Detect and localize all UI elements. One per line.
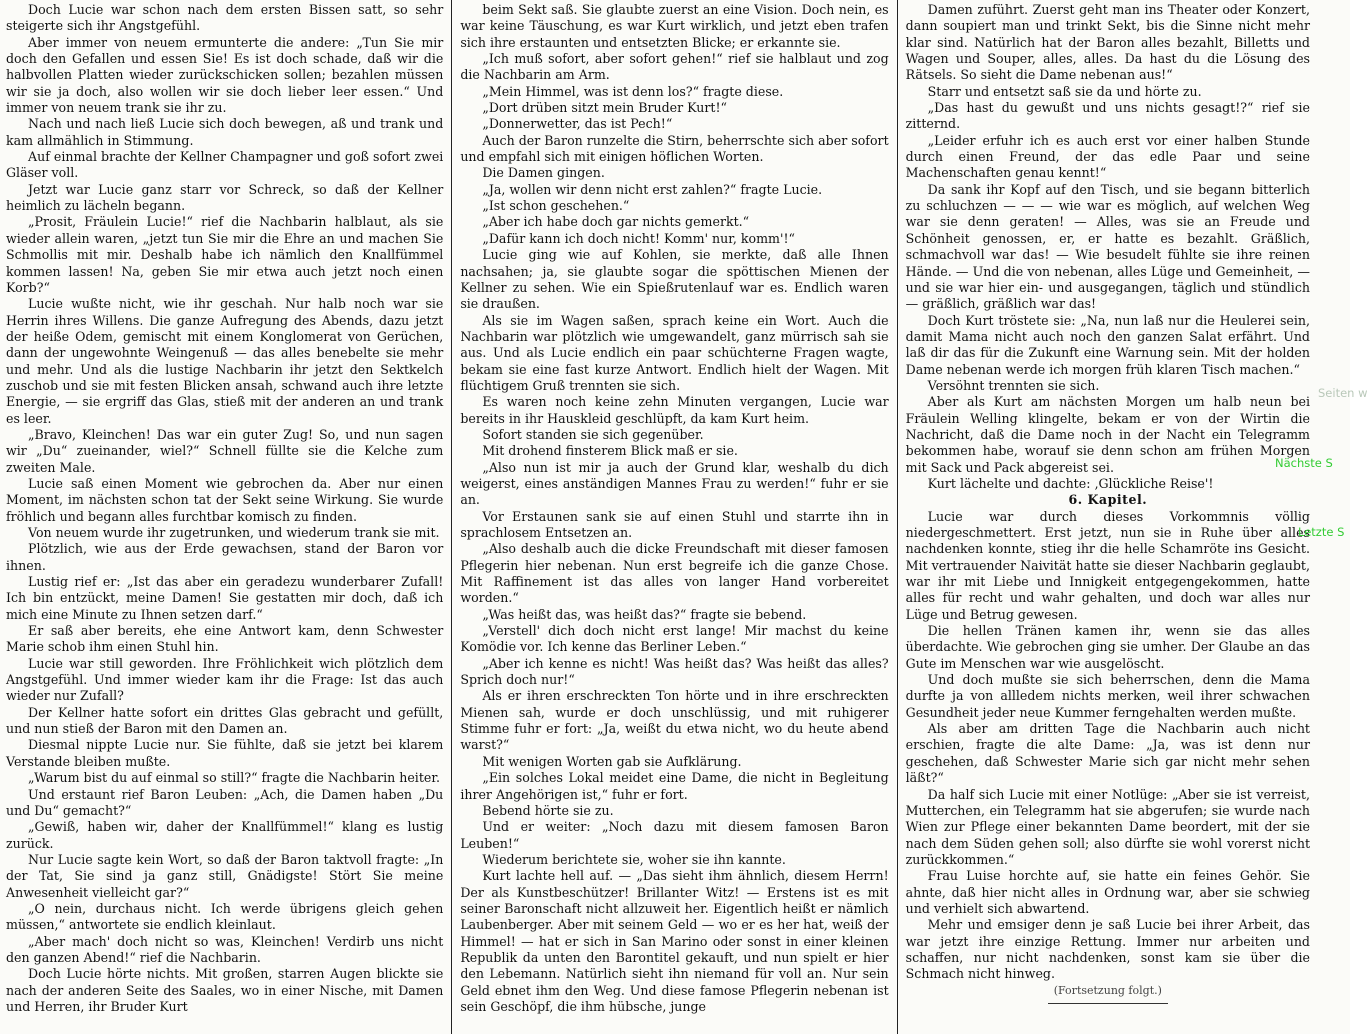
paragraph: „Was heißt das, was heißt das?“ fragte sie bebend. bbox=[482, 606, 807, 622]
paragraph: Wiederum berichtete sie, woher sie ihn kannte. bbox=[482, 851, 786, 867]
paragraph: Als sie im Wagen saßen, sprach keine ein Wort. Auch die Nachbarin war plötzlich wie umgewandelt, ganz mürrisch sah sie aus. Und als Lucie endlich ein paar schüchterne Fragen wagte, bekam sie eine fast kurze Antwort. Endlich hielt der Wagen. Mit flüchtigem Gruß trennten sie sich. bbox=[460, 312, 889, 393]
paragraph: Damen zuführt. Zuerst geht man ins Theater oder Konzert, dann soupiert man und trinkt Sekt, bis die Sinne nicht mehr klar sind. Natürlich hat der Baron alles bezahlt, Billetts und Wagen und Souper, alles, alles. Da hast du die Lösung des Rätsels. So sieht die Dame nebenan aus!“ bbox=[905, 2, 1310, 83]
paragraph: „Aber ich kenne es nicht! Was heißt das? Was heißt das alles? Sprich doch nur!“ bbox=[460, 655, 889, 688]
paragraph: Nur Lucie sagte kein Wort, so daß der Baron taktvoll fragte: „In der Tat, Sie sind ja ganz still, Gnädigste! Stört Sie meine Anwesenheit vielleicht gar?“ bbox=[6, 851, 444, 900]
paragraph: „Ja, wollen wir denn nicht erst zahlen?“ fragte Lucie. bbox=[482, 181, 823, 197]
continuation-note: (Fortsetzung folgt.) bbox=[1053, 983, 1162, 997]
paragraph: Die hellen Tränen kamen ihr, wenn sie das alles überdachte. Wie gebrochen ging sie umher. Der Glaube an das Gute im Menschen war wie ausgelöscht. bbox=[905, 623, 1310, 671]
paragraph: „Dafür kann ich doch nicht! Komm' nur, komm'!“ bbox=[482, 230, 795, 246]
paragraph: „Ist schon geschehen.“ bbox=[482, 198, 630, 214]
paragraph: Vor Erstaunen sank sie auf einen Stuhl und starrte ihn in sprachlosem Entsetzen an. bbox=[460, 508, 889, 540]
text-column-2 bbox=[452, 0, 896, 1034]
paragraph: Lucie ging wie auf Kohlen, sie merkte, daß alle Ihnen nachsahen; ja, sie glaubte sogar die spöttischen Mienen der Kellner zu sehen. Wie ein Spießrutenlauf war es. Endlich waren sie draußen. bbox=[460, 247, 889, 312]
paragraph: Starr und entsetzt saß sie da und hörte zu. bbox=[927, 83, 1202, 99]
paragraph: Nach und nach ließ Lucie sich doch bewegen, aß und trank und kam allmählich in Stimmung. bbox=[6, 116, 444, 148]
paragraph: „Prosit, Fräulein Lucie!“ rief die Nachbarin halblaut, als sie wieder allein waren, „jetzt tun Sie mir die Ehre an und machen Sie Schmollis mit mir. Deshalb habe ich nämlich den Knallfümmel kommen lassen! Na, geben Sie mir etwa auch jetzt noch einen Korb?“ bbox=[6, 214, 444, 295]
paragraph: Diesmal nippte Lucie nur. Sie fühlte, daß sie jetzt bei klarem Verstande bleiben mußte. bbox=[6, 737, 444, 769]
paragraph: „Warum bist du auf einmal so still?“ fragte die Nachbarin heiter. bbox=[28, 770, 440, 786]
page-link-last[interactable]: Letzte S bbox=[1298, 525, 1345, 539]
footer-rule bbox=[1048, 1003, 1168, 1004]
text-column-1 bbox=[0, 0, 451, 1034]
paragraph: Da sank ihr Kopf auf den Tisch, und sie begann bitterlich zu schluchzen — — — wie war es möglich, auf welchen Weg war sie denn geraten! — Alles, was sie an Freude und Schönheit genossen, er, er hatte es bezahlt. Gräßlich, schmachvoll war das! — Wie besudelt fühlte sie ihre reinen Hände. — Und die von nebenan, alles Lüge und Gemeinheit, — und sie war hier ein- und ausgegangen, täglich und stündlich — gräßlich, gräßlich war das! bbox=[905, 181, 1310, 312]
chapter-heading: 6. Kapitel. bbox=[1068, 492, 1148, 508]
paragraph: „Bravo, Kleinchen! Das war ein guter Zug! So, und nun sagen wir „Du“ zueinander, wiel?“ Schnell füllte sie die Kelche zum zweiten Male. bbox=[6, 426, 444, 475]
paragraph: Lucie war durch dieses Vorkommnis völlig niedergeschmettert. Erst jetzt, nun sie in Ruhe über alles nachdenken konnte, stieg ihr die helle Schamröte ins Gesicht. Mit vertrauender Naivität hatte sie dieser Nachbarin geglaubt, war ihr mit Liebe und Innigkeit entgegengekommen, hatte alles für recht und wahr gehalten, und doch war alles nur Lüge und Betrug gewesen. bbox=[905, 508, 1310, 622]
paragraph: Mit drohend finsterem Blick maß er sie. bbox=[482, 443, 738, 459]
paragraph: Kurt lächelte und dachte: ‚Glückliche Reise'! bbox=[927, 475, 1214, 491]
paragraph: „Also deshalb auch die dicke Freundschaft mit dieser famosen Pflegerin hier nebenan. Nun erst begreife ich die ganze Chose. Mit Raffinement ist das alles von langer Hand vorbereitet worden.“ bbox=[460, 541, 889, 606]
paragraph: „Das hast du gewußt und uns nichts gesagt!?“ rief sie zitternd. bbox=[905, 100, 1310, 132]
paragraph: Frau Luise horchte auf, sie hatte ein feines Gehör. Sie ahnte, daß hier nicht alles in Ordnung war, aber sie schwieg und verhielt sich abwartend. bbox=[905, 868, 1310, 916]
paragraph: Da half sich Lucie mit einer Notlüge: „Aber sie ist verreist, Mutterchen, ein Telegramm hat sie abgerufen; sie wurde nach Wien zur Pflege einer bekannten Dame beordert, mit der sie nach dem Süden gehen soll; also dürfte sie wohl vorerst nicht zurückkommen.“ bbox=[905, 786, 1310, 867]
paragraph: Er saß aber bereits, ehe eine Antwort kam, denn Schwester Marie schob ihm einen Stuhl hin. bbox=[6, 623, 444, 655]
paragraph: „Leider erfuhr ich es auch erst vor einer halben Stunde durch einen Freund, der das edle Paar und seine Machenschaften genau kennt!“ bbox=[905, 132, 1310, 181]
paragraph: „Verstell' dich doch nicht erst lange! Mir machst du keine Komödie vor. Ich kenne das Berliner Leben.“ bbox=[460, 623, 889, 655]
paragraph: „Donnerwetter, das ist Pech!“ bbox=[482, 116, 673, 132]
paragraph: Lucie saß einen Moment wie gebrochen da. Aber nur einen Moment, im nächsten schon tat der Sekt seine Wirkung. Sie wurde fröhlich und begann alles furchtbar komisch zu finden. bbox=[6, 475, 444, 524]
paragraph: Aber als Kurt am nächsten Morgen um halb neun bei Fräulein Welling klingelte, bekam er von der Wirtin die Nachricht, daß die Dame noch in der Nacht ein Telegramm bekommen habe, worauf sie denn schon am frühen Morgen mit Sack und Pack abgereist sei. bbox=[905, 394, 1310, 475]
paragraph: „Aber mach' doch nicht so was, Kleinchen! Verdirb uns nicht den ganzen Abend!“ rief die Nachbarin. bbox=[6, 933, 444, 965]
paragraph: Kurt lachte hell auf. — „Das sieht ihm ähnlich, diesem Herrn! Der als Kunstbeschützer! Brillanter Witz! — Erstens ist es mit seiner Baronschaft nicht allzuweit her. Eigentlich heißt er nämlich Laubenberger. Aber mit seinem Geld — wo er es her hat, weiß der Himmel! — hat er sich in San Marino oder sonst in einer kleinen Republik da unten den Barontitel gekauft, und nun spielt er hier den Lebemann. Natürlich sieht ihn niemand für voll an. Nur sein Geld ebnet ihm den Weg. Und diese famose Pflegerin nebenan ist sein Geschöpf, die ihm hübsche, junge bbox=[460, 868, 889, 1014]
paragraph: Mit wenigen Worten gab sie Aufklärung. bbox=[482, 753, 742, 769]
paragraph: Und erstaunt rief Baron Leuben: „Ach, die Damen haben „Du und Du“ gemacht?“ bbox=[6, 786, 444, 818]
paragraph: „Mein Himmel, was ist denn los?“ fragte diese. bbox=[482, 83, 784, 99]
paragraph: „Aber ich habe doch gar nichts gemerkt.“ bbox=[482, 214, 750, 230]
paragraph: Und doch mußte sie sich beherrschen, denn die Mama durfte ja von allledem nichts merken, weil ihrer schwachen Gesundheit jeder neue Kummer ferngehalten werden mußte. bbox=[905, 672, 1310, 720]
paragraph: „Gewiß, haben wir, daher der Knallfümmel!“ klang es lustig zurück. bbox=[6, 819, 444, 851]
paragraph: „Ein solches Lokal meidet eine Dame, die nicht in Begleitung ihrer Angehörigen ist,“ fuhr er fort. bbox=[460, 770, 889, 802]
paragraph: Die Damen gingen. bbox=[482, 165, 605, 181]
paragraph: Lustig rief er: „Ist das aber ein geradezu wunderbarer Zufall! Ich bin entzückt, meine Damen! Sie gestatten mir doch, daß ich mich eine Minute zu Ihnen setzen darf.“ bbox=[6, 574, 444, 622]
paragraph: „Dort drüben sitzt mein Bruder Kurt!“ bbox=[482, 100, 727, 116]
paragraph: Jetzt war Lucie ganz starr vor Schreck, so daß der Kellner heimlich zu lächeln begann. bbox=[6, 181, 444, 214]
paragraph: Aber immer von neuem ermunterte die andere: „Tun Sie mir doch den Gefallen und essen Sie! Es ist doch schade, daß wir die halbvollen Platten wieder zurückschicken sollen; bezahlen müssen wir sie ja doch, also wollen wir sie doch lieber leer essen.“ Und immer von neuem trank sie ihr zu. bbox=[6, 34, 444, 116]
paragraph: „O nein, durchaus nicht. Ich werde übrigens gleich gehen müssen,“ antwortete sie endlich kleinlaut. bbox=[6, 900, 444, 933]
paragraph: Doch Lucie war schon nach dem ersten Bissen satt, so sehr steigerte sich ihr Angstgefühl. bbox=[6, 2, 444, 34]
paragraph: Plötzlich, wie aus der Erde gewachsen, stand der Baron vor ihnen. bbox=[6, 541, 444, 573]
paragraph: Bebend hörte sie zu. bbox=[482, 802, 614, 818]
paragraph: Versöhnt trennten sie sich. bbox=[927, 377, 1100, 393]
page-link-next[interactable]: Nächste S bbox=[1275, 456, 1333, 470]
paragraph: „Also nun ist mir ja auch der Grund klar, weshalb du dich weigerst, eines anständigen Mannes Frau zu werden!“ fuhr er sie an. bbox=[460, 459, 889, 508]
paragraph: Lucie wußte nicht, wie ihr geschah. Nur halb noch war sie Herrin ihres Willens. Die ganze Aufregung des Abends, dazu jetzt der heiße Odem, gemischt mit einem Konglomerat von Gerüchen, dann der ungewohnte Weingenuß — das alles benebelte sie mehr und mehr. Und als die lustige Nachbarin ihr jetzt den Sektkelch zuschob und sie mit festen Blicken ansah, schwand auch ihre letzte Energie, — sie ergriff das Glas, stieß mit der anderen an und trank es leer. bbox=[6, 296, 444, 426]
paragraph: Der Kellner hatte sofort ein drittes Glas gebracht und gefüllt, und nun stieß der Baron mit den Damen an. bbox=[6, 704, 444, 737]
paragraph: Mehr und emsiger denn je saß Lucie bei ihrer Arbeit, das war jetzt ihre einzige Rettung. Immer nur arbeiten und schaffen, nur nicht nachdenken, sonst kam sie über die Schmach nicht hinweg. bbox=[905, 917, 1310, 982]
paragraph: Als aber am dritten Tage die Nachbarin auch nicht erschien, fragte die alte Dame: „Ja, was ist denn nur geschehen, daß Schwester Marie sich gar nicht mehr sehen läßt?“ bbox=[905, 721, 1310, 786]
paragraph: Lucie war still geworden. Ihre Fröhlichkeit wich plötzlich dem Angstgefühl. Und immer wieder kam ihr die Frage: Ist das auch wieder nur Zufall? bbox=[6, 655, 444, 704]
page-link-first[interactable]: Seiten w bbox=[1318, 386, 1368, 400]
paragraph: Doch Lucie hörte nichts. Mit großen, starren Augen blickte sie nach der anderen Seite des Saales, wo in einer Nische, mit Damen und Herren, ihr Bruder Kurt bbox=[6, 966, 444, 1014]
paragraph: Es waren noch keine zehn Minuten vergangen, Lucie war bereits in ihr Hauskleid geschlüpft, da kam Kurt heim. bbox=[460, 394, 889, 426]
paragraph: Als er ihren erschreckten Ton hörte und in ihre erschreckten Mienen sah, wurde er doch unschlüssig, und mit ruhigerer Stimme fuhr er fort: „Ja, weißt du etwa nicht, wo du heute abend warst?“ bbox=[460, 688, 889, 753]
paragraph: Auf einmal brachte der Kellner Champagner und goß sofort zwei Gläser voll. bbox=[6, 149, 444, 181]
paragraph: Sofort standen sie sich gegenüber. bbox=[482, 426, 704, 442]
paragraph: „Ich muß sofort, aber sofort gehen!“ rief sie halblaut und zog die Nachbarin am Arm. bbox=[460, 51, 889, 83]
paragraph: Doch Kurt tröstete sie: „Na, nun laß nur die Heulerei sein, damit Mama nicht auch noch den ganzen Salat erfährt. Und laß dir das für die Zukunft eine Warnung sein. Mit der holden Dame nebenan werde ich morgen früh klaren Tisch machen.“ bbox=[905, 312, 1310, 377]
paragraph: beim Sekt saß. Sie glaubte zuerst an eine Vision. Doch nein, es war keine Täuschung, es war Kurt wirklich, und jetzt eben trafen sich ihre erstaunten und entsetzten Blicke; er erkannte sie. bbox=[460, 2, 889, 50]
paragraph: Auch der Baron runzelte die Stirn, beherrschte sich aber sofort und empfahl sich mit einigen höflichen Worten. bbox=[460, 132, 889, 165]
paragraph: Von neuem wurde ihr zugetrunken, und wiederum trank sie mit. bbox=[28, 525, 440, 540]
paragraph: Und er weiter: „Noch dazu mit diesem famosen Baron Leuben!“ bbox=[460, 819, 889, 851]
text-column-3 bbox=[898, 0, 1350, 1034]
